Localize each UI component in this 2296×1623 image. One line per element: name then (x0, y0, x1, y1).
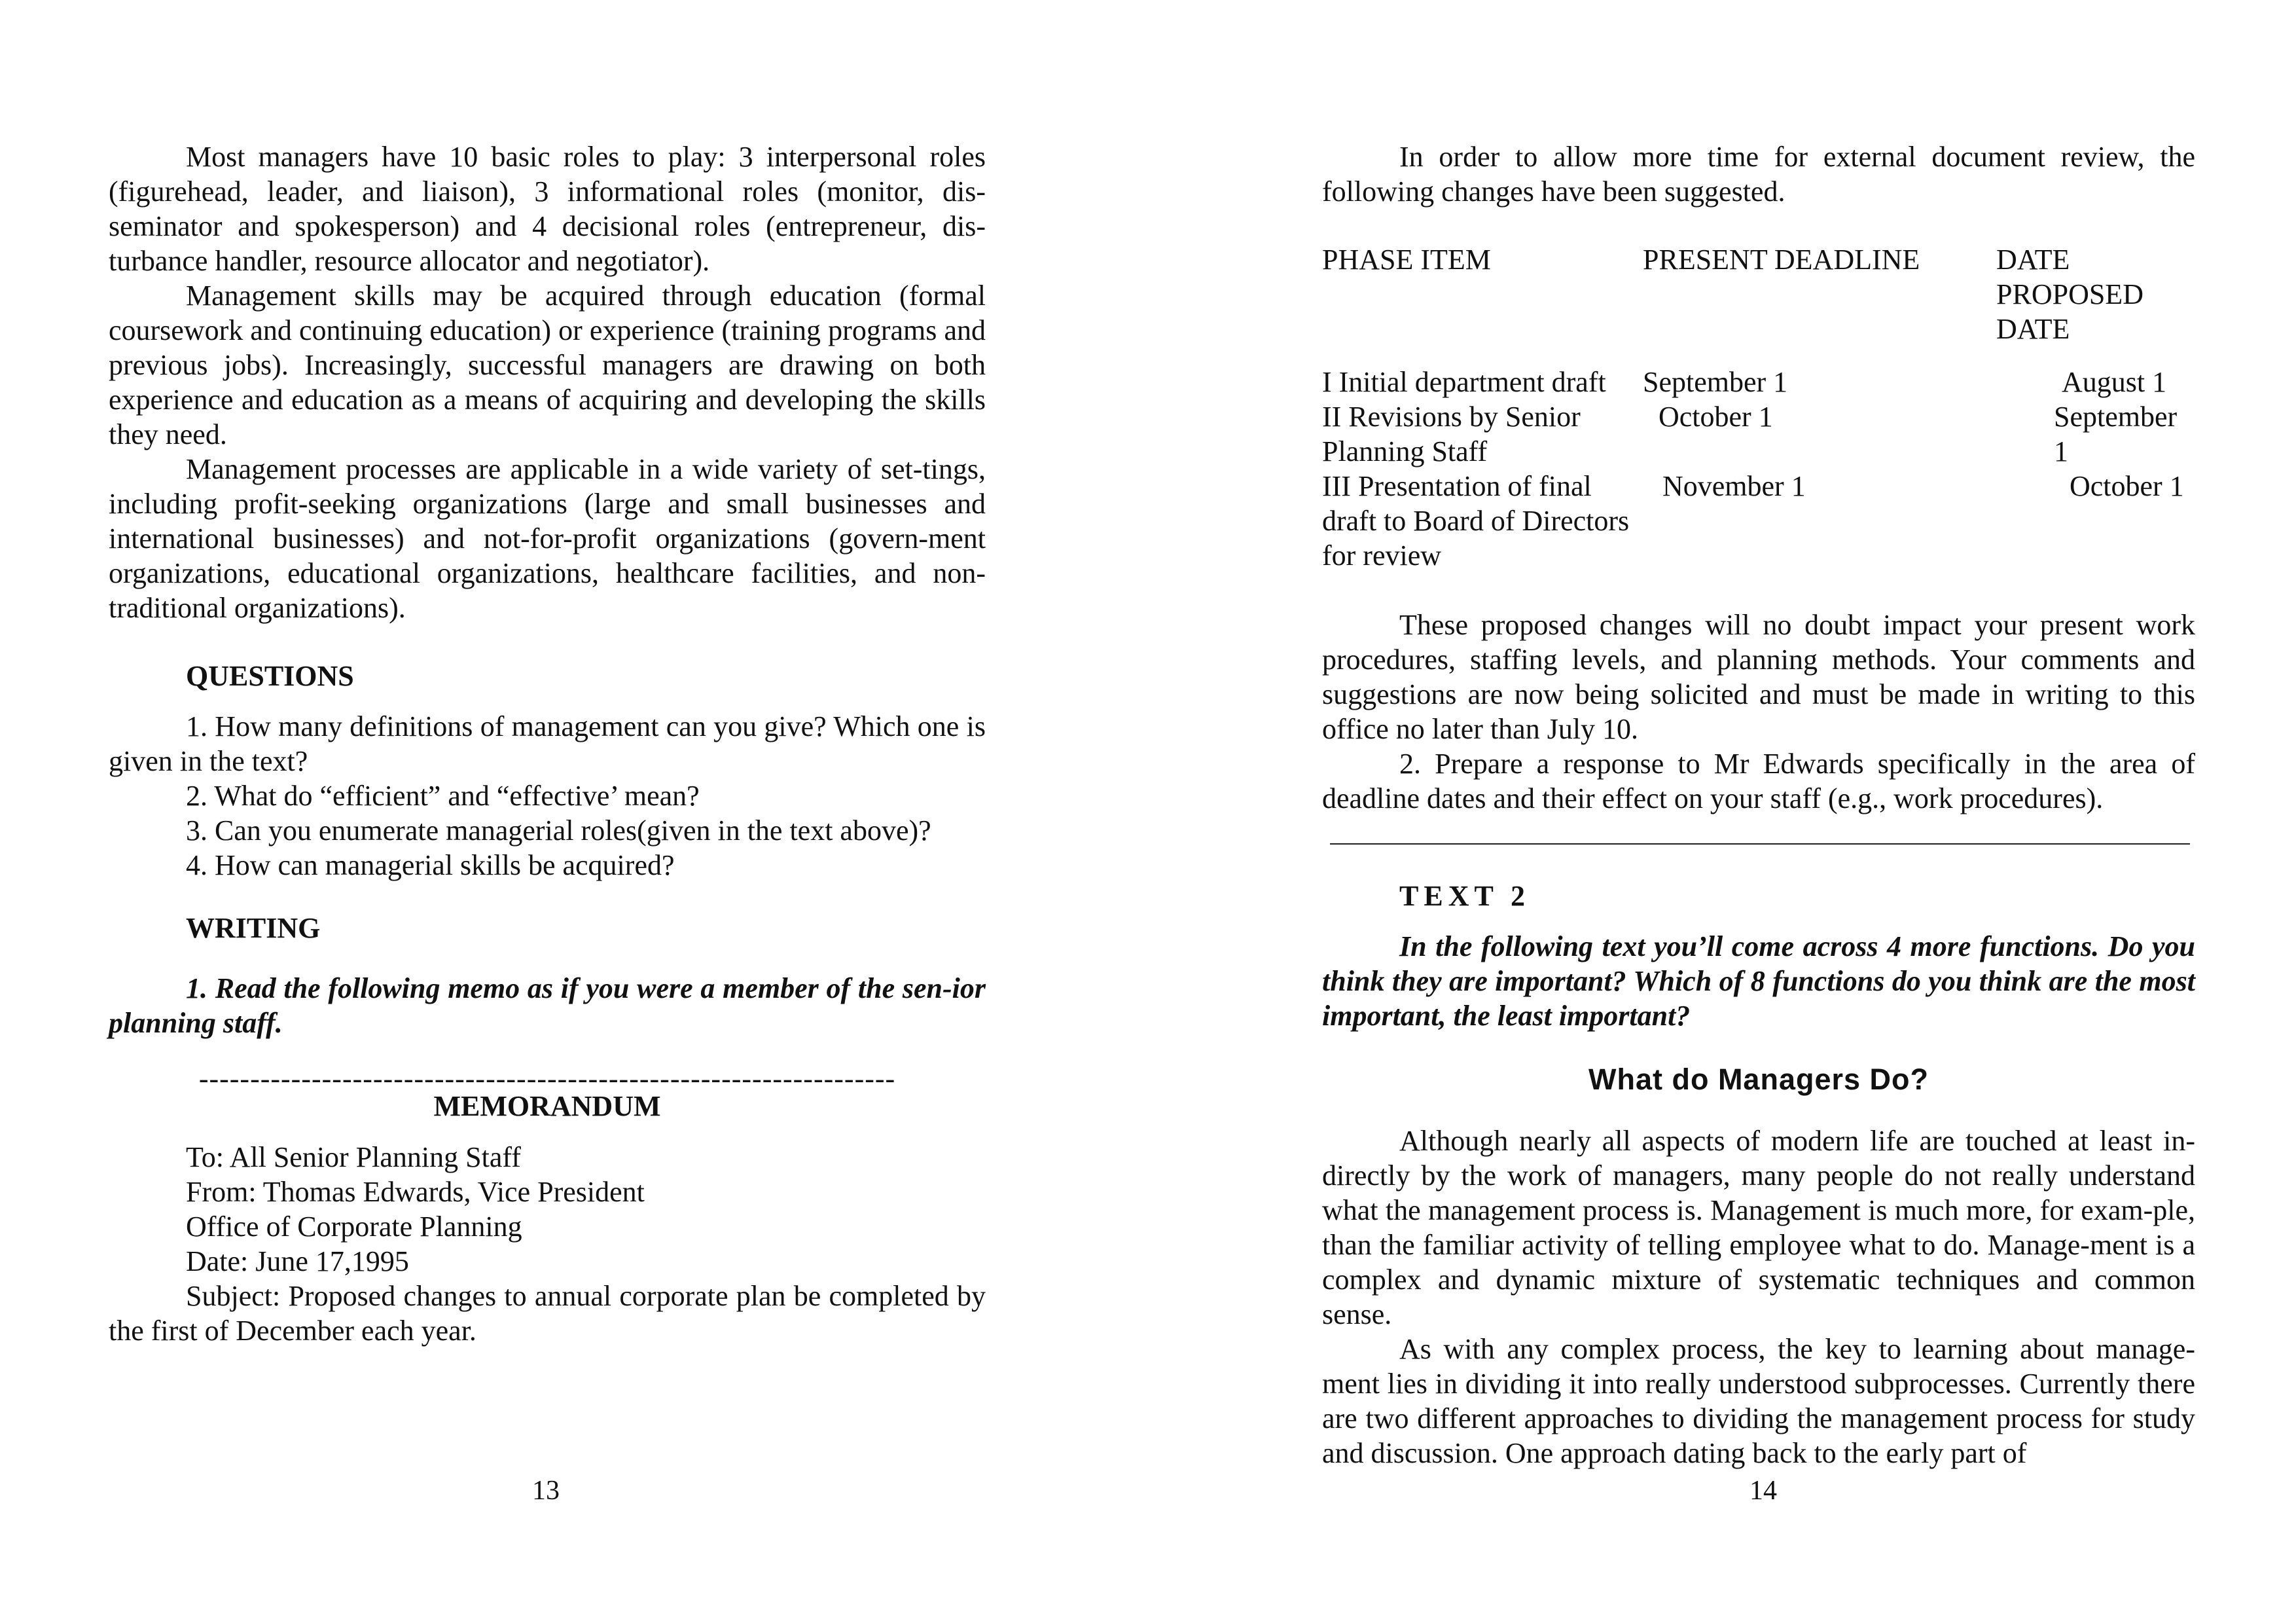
text2-intro: In the following text you’ll come across 4 more functions. Do you think they are important? Which of 8 functions do you think are the most important, the least important? (1322, 930, 2195, 1032)
writing-heading: WRITING (186, 912, 321, 944)
section-divider (1330, 843, 2190, 845)
right-column (1322, 139, 2195, 1470)
paragraph-management: Although nearly all aspects of modern life are touched at least in-directly by the work of managers, many people do not really understand what the management process is. Management is much more, for exam-ple, than the familiar activity of telling employee what to do. Manage-ment is a complex and dynamic mixture of systematic techniques and common sense. (1322, 1125, 2195, 1330)
table-row (1322, 346, 2195, 399)
page-number: 14 (1749, 1476, 1777, 1506)
memo-date: Date: June 17,1995 (186, 1245, 409, 1277)
paragraph-changes: These proposed changes will no doubt impact your present work procedures, staffing levels, and planning methods. Your comments and suggestions are now being solicited and must be made in writing to this office no later than July 10. (1322, 609, 2195, 745)
table-cell-item: I Initial department draft (1322, 366, 1606, 398)
questions-heading: QUESTIONS (186, 660, 354, 692)
text2-heading: TEXT 2 (1399, 880, 1531, 912)
deadline-table (1322, 242, 2195, 573)
section-title: What do Managers Do? (1588, 1063, 1929, 1096)
memo-title: MEMORANDUM (433, 1090, 661, 1122)
memo-divider: -------------------------------------------------------------------- (198, 1069, 896, 1089)
table-cell-present: October 1 (1659, 401, 1773, 433)
memo-to: To: All Senior Planning Staff (186, 1141, 521, 1173)
table-header-row (1322, 242, 2195, 346)
table-cell-present: September 1 (1643, 366, 1788, 398)
paragraph-roles: Most managers have 10 basic roles to play: 3 interpersonal roles (figurehead, leader, and liaison), 3 informational roles (monitor, dis-seminator and spokesperson) and 4 decisional roles (entrepreneur, dis-turbance handler, resource allocator and negotiator). (109, 141, 986, 277)
table-header-cell: PHASE ITEM (1322, 244, 1491, 276)
left-column (109, 139, 986, 1348)
question-1: 1. How many definitions of management can you give? Which one is given in the text? (109, 710, 986, 777)
table-cell-proposed: September 1 (2054, 401, 2178, 467)
memo-subject: Subject: Proposed changes to annual corporate plan be completed by the first of December each year. (109, 1280, 986, 1347)
question-3: 3. Can you enumerate managerial roles(given in the text above)? (186, 814, 931, 847)
memo-from: From: Thomas Edwards, Vice President (186, 1176, 645, 1208)
paragraph-approaches: As with any complex process, the key to learning about manage-ment lies in dividing it into really understood subprocesses. Currently there are two different approaches to dividing the management process for study and discussion. One approach dating back to the early part of (1322, 1333, 2195, 1469)
memo-office: Office of Corporate Planning (186, 1211, 522, 1243)
table-cell-present: November 1 (1662, 470, 1806, 502)
table-cell-proposed: August 1 (2062, 366, 2167, 398)
table-cell-proposed: October 1 (2070, 470, 2184, 502)
table-row (1322, 399, 2195, 469)
memo-intro: In order to allow more time for external document review, the following changes have been suggested. (1322, 141, 2195, 208)
table-header-cell: PRESENT DEADLINE (1643, 244, 1920, 276)
right-page (1148, 0, 2296, 1623)
table-cell-item: II Revisions by Senior Planning Staff (1322, 401, 1581, 467)
table-cell-item: III Presentation of final draft to Board of Directors for review (1322, 470, 1630, 572)
page-number: 13 (532, 1476, 560, 1506)
task-2: 2. Prepare a response to Mr Edwards specifically in the area of deadline dates and their effect on your staff (e.g., work procedures). (1322, 748, 2195, 814)
table-row (1322, 469, 2195, 573)
question-4: 4. How can managerial skills be acquired? (186, 849, 675, 881)
paragraph-processes: Management processes are applicable in a wide variety of set-tings, including profit-seeking organizations (large and small businesses and international businesses) and not-for-profit organizations (govern-ment organizations, educational organizations, healthcare facilities, and non-traditional organizations). (109, 453, 986, 624)
writing-task: 1. Read the following memo as if you were a member of the sen-ior planning staff. (109, 972, 986, 1039)
paragraph-skills: Management skills may be acquired through education (formal coursework and continuing education) or experience (training programs and previous jobs). Increasingly, successful managers are drawing on both experience and education as a means of acquiring and developing the skills they need. (109, 280, 986, 450)
question-2: 2. What do “efficient” and “effective’ mean? (186, 780, 700, 812)
table-header-cell: DATE PROPOSED DATE (1996, 244, 2144, 345)
